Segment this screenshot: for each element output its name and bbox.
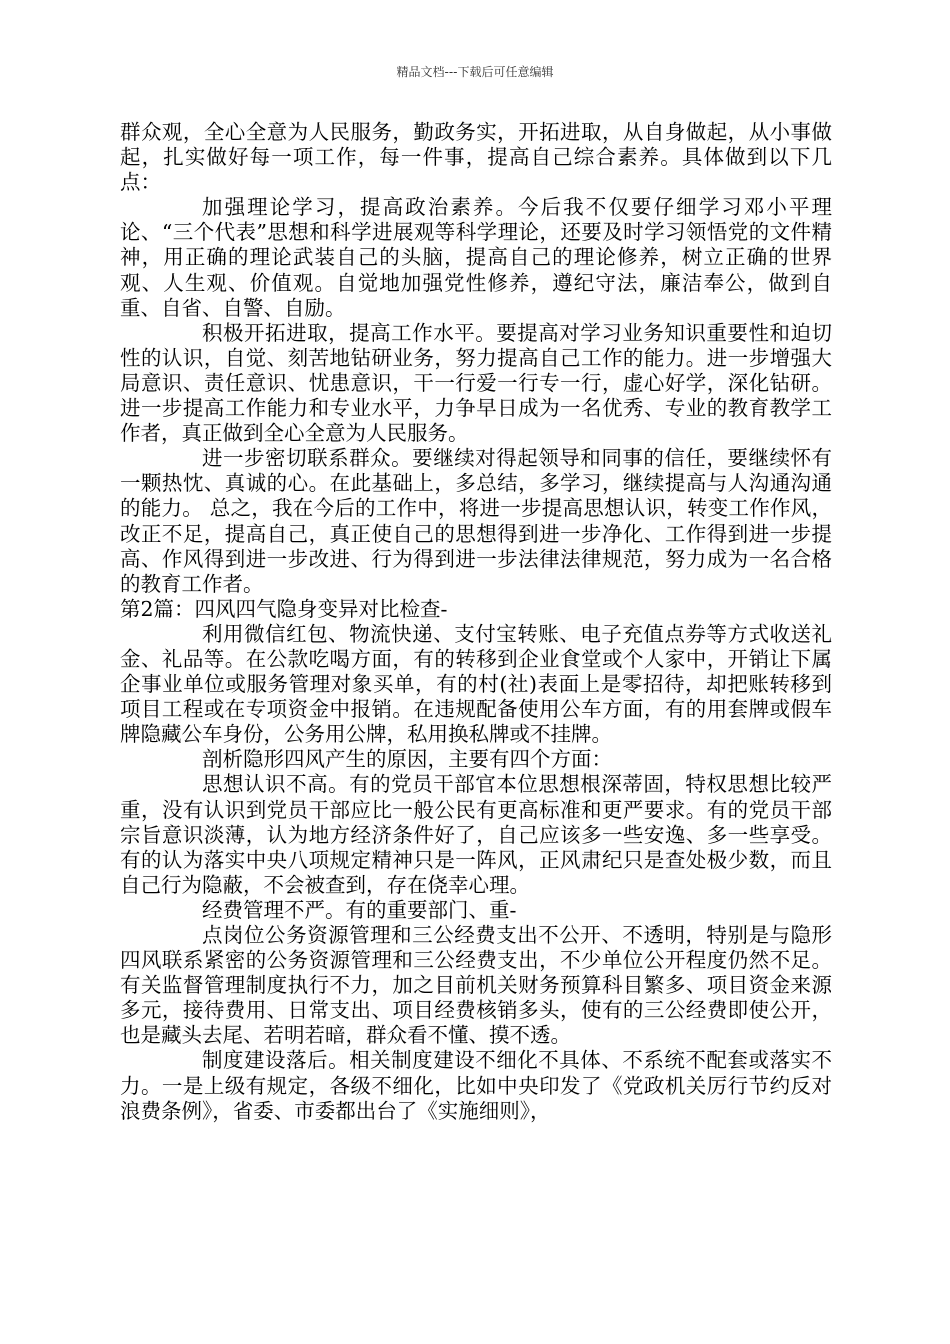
- page-header: 精品文档---下载后可任意编辑: [396, 65, 554, 79]
- document-body: [120, 120, 832, 1124]
- paragraph-8: 经费管理不严。有的重要部门、重-: [202, 897, 517, 922]
- paragraph-9: 点岗位公务资源管理和三公经费支出不公开、不透明，特别是与隐形四风联系紧密的公务资源管理和三公经费支出，不少单位公开程度仍然不足。有关监督管理制度执行不力，加之目前机关财务预算科目繁多、项目资金来源多元，接待费用、日常支出、项目经费核销多头，使有的三公经费即使公开，也是藏头去尾、若明若暗，群众看不懂、摸不透。: [120, 923, 832, 1048]
- paragraph-7: 思想认识不高。有的党员干部官本位思想根深蒂固，特权思想比较严重，没有认识到党员干部应比一般公民有更高标准和更严要求。有的党员干部宗旨意识淡薄，认为地方经济条件好了，自己应该多一些安逸、多一些享受。有的认为落实中央八项规定精神只是一阵风，正风肃纪只是查处极少数，而且自己行为隐蔽，不会被查到，存在侥幸心理。: [120, 772, 832, 897]
- section-heading: 第2篇：四风四气隐身变异对比检查-: [120, 596, 448, 621]
- paragraph-6: 剖析隐形四风产生的原因，主要有四个方面：: [202, 747, 612, 772]
- paragraph-10: 制度建设落后。相关制度建设不细化不具体、不系统不配套或落实不力。一是上级有规定，各级不细化，比如中央印发了《党政机关厉行节约反对浪费条例》，省委、市委都出台了《实施细则》，: [120, 1048, 832, 1123]
- paragraph-5: 利用微信红包、物流快递、支付宝转账、电子充值点券等方式收送礼金、礼品等。在公款吃喝方面，有的转移到企业食堂或个人家中，开销让下属企事业单位或服务管理对象买单，有的村(社)表面上是零招待，却把账转移到项目工程或在专项资金中报销。在违规配备使用公车方面，有的用套牌或假车牌隐藏公车身份，公务用公牌，私用换私牌或不挂牌。: [120, 621, 832, 747]
- paragraph-3: 积极开拓进取，提高工作水平。要提高对学习业务知识重要性和迫切性的认识，自觉、刻苦地钻研业务，努力提高自己工作的能力。进一步增强大局意识、责任意识、忧患意识，干一行爱一行专一行，虚心好学，深化钻研。进一步提高工作能力和专业水平，力争早日成为一名优秀、专业的教育教学工作者，真正做到全心全意为人民服务。: [120, 320, 832, 446]
- paragraph-4: 进一步密切联系群众。要继续对得起领导和同事的信任，要继续怀有一颗热忱、真诚的心。在此基础上，多总结，多学习，继续提高与人沟通沟通的能力。 总之，我在今后的工作中，将进一步提高思想认识，转变工作作风，改正不足，提高自己，真正使自己的思想得到进一步净化、工作得到进一步提高、作风得到进一步改进、行为得到进一步法律法律规范，努力成为一名合格的教育工作者。: [120, 446, 832, 596]
- paragraph-1: 群众观，全心全意为人民服务，勤政务实，开拓进取，从自身做起，从小事做起，扎实做好每一项工作，每一件事，提高自己综合素养。具体做到以下几点：: [120, 120, 832, 195]
- paragraph-2: 加强理论学习，提高政治素养。今后我不仅要仔细学习邓小平理论、“三个代表”思想和科学进展观等科学理论，还要及时学习领悟党的文件精神，用正确的理论武装自己的头脑，提高自己的理论修养，树立正确的世界观、人生观、价值观。自觉地加强党性修养，遵纪守法，廉洁奉公，做到自重、自省、自警、自励。: [120, 195, 832, 320]
